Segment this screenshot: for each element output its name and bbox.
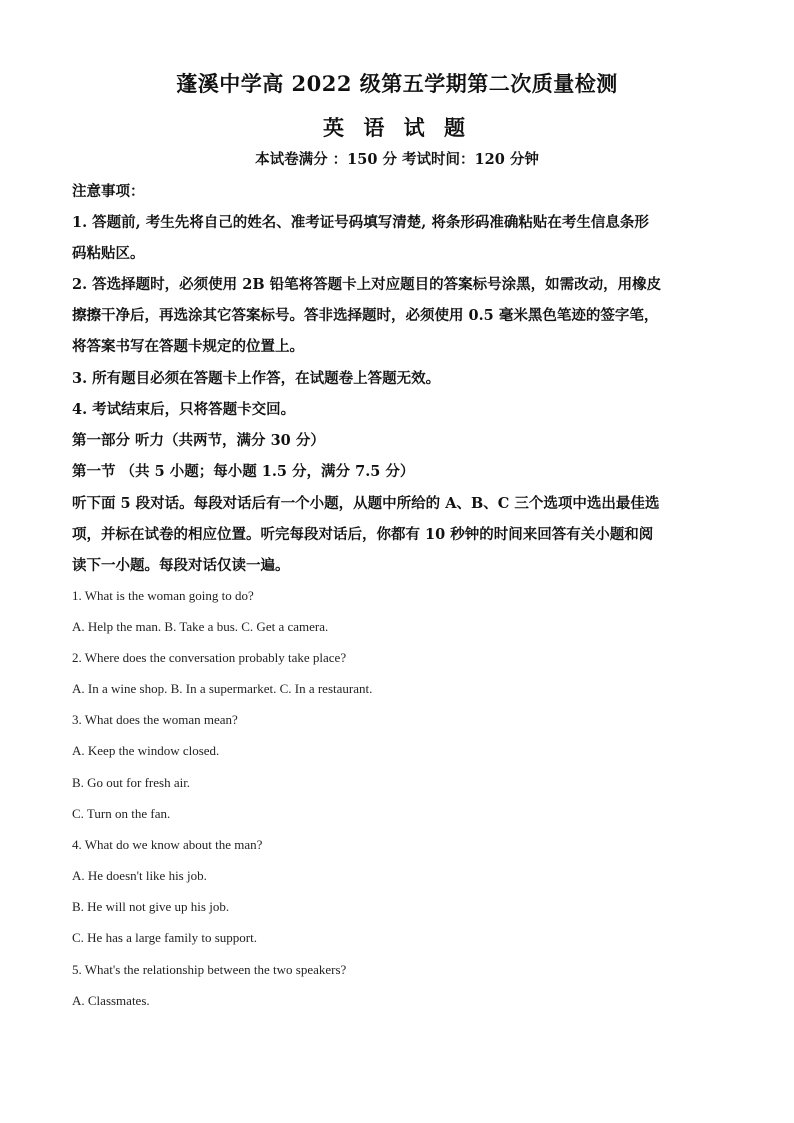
note-item-1-line-2: 码粘贴区。 [72,245,145,262]
section-heading: 第一节 （共 5 小题；每小题 1.5 分，满分 7.5 分） [72,463,415,480]
note-item-3: 3. 所有题目必须在答题卡上作答，在试题卷上答题无效。 [72,370,441,387]
instruction-line-2: 项，并标在试卷的相应位置。听完每段对话后，你都有 10 秒钟的时间来回答有关小题和阅 [72,526,654,543]
instruction-line-3: 读下一小题。每段对话仅读一遍。 [72,557,290,574]
question-2: 2. Where does the conversation probably take place? [72,650,347,665]
question-4-option-c: C. He has a large family to support. [72,930,257,945]
instruction-line-1: 听下面 5 段对话。每段对话后有一个小题，从题中所给的 A、B、C 三个选项中选出最佳选 [72,495,660,512]
question-5-option-a: A. Classmates. [72,993,150,1008]
question-5: 5. What's the relationship between the two speakers? [72,962,347,977]
question-4-option-a: A. He doesn't like his job. [72,868,207,883]
subject-title: 英 语 试 题 [323,115,471,140]
exam-title: 蓬溪中学高 2022 级第五学期第二次质量检测 [176,71,618,96]
question-3: 3. What does the woman mean? [72,712,238,727]
note-item-2-line-2: 擦擦干净后，再选涂其它答案标号。答非选择题时，必须使用 0.5 毫米黑色笔迹的签字笔， [72,307,659,324]
note-item-1-line-1: 1. 答题前, 考生先将自己的姓名、准考证号码填写清楚, 将条形码准确粘贴在考生信息条形 [72,214,649,231]
part-heading: 第一部分 听力（共两节，满分 30 分） [72,432,325,449]
note-item-2-line-1: 2. 答选择题时，必须使用 2B 铅笔将答题卡上对应题目的答案标号涂黑，如需改动，用橡皮 [72,276,662,293]
question-1-options: A. Help the man. B. Take a bus. C. Get a camera. [72,619,329,634]
question-4-option-b: B. He will not give up his job. [72,899,230,914]
notes-heading: 注意事项： [72,183,145,200]
question-2-options: A. In a wine shop. B. In a supermarket. C. In a restaurant. [72,681,373,696]
exam-info: 本试卷满分 ：150 分 考试时间：120 分钟 [255,151,539,168]
question-3-option-c: C. Turn on the fan. [72,806,171,821]
note-item-2-line-3: 将答案书写在答题卡规定的位置上。 [72,338,304,355]
question-3-option-b: B. Go out for fresh air. [72,775,191,790]
question-1: 1. What is the woman going to do? [72,588,254,603]
question-4: 4. What do we know about the man? [72,837,263,852]
question-3-option-a: A. Keep the window closed. [72,743,220,758]
note-item-4: 4. 考试结束后，只将答题卡交回。 [72,401,296,418]
